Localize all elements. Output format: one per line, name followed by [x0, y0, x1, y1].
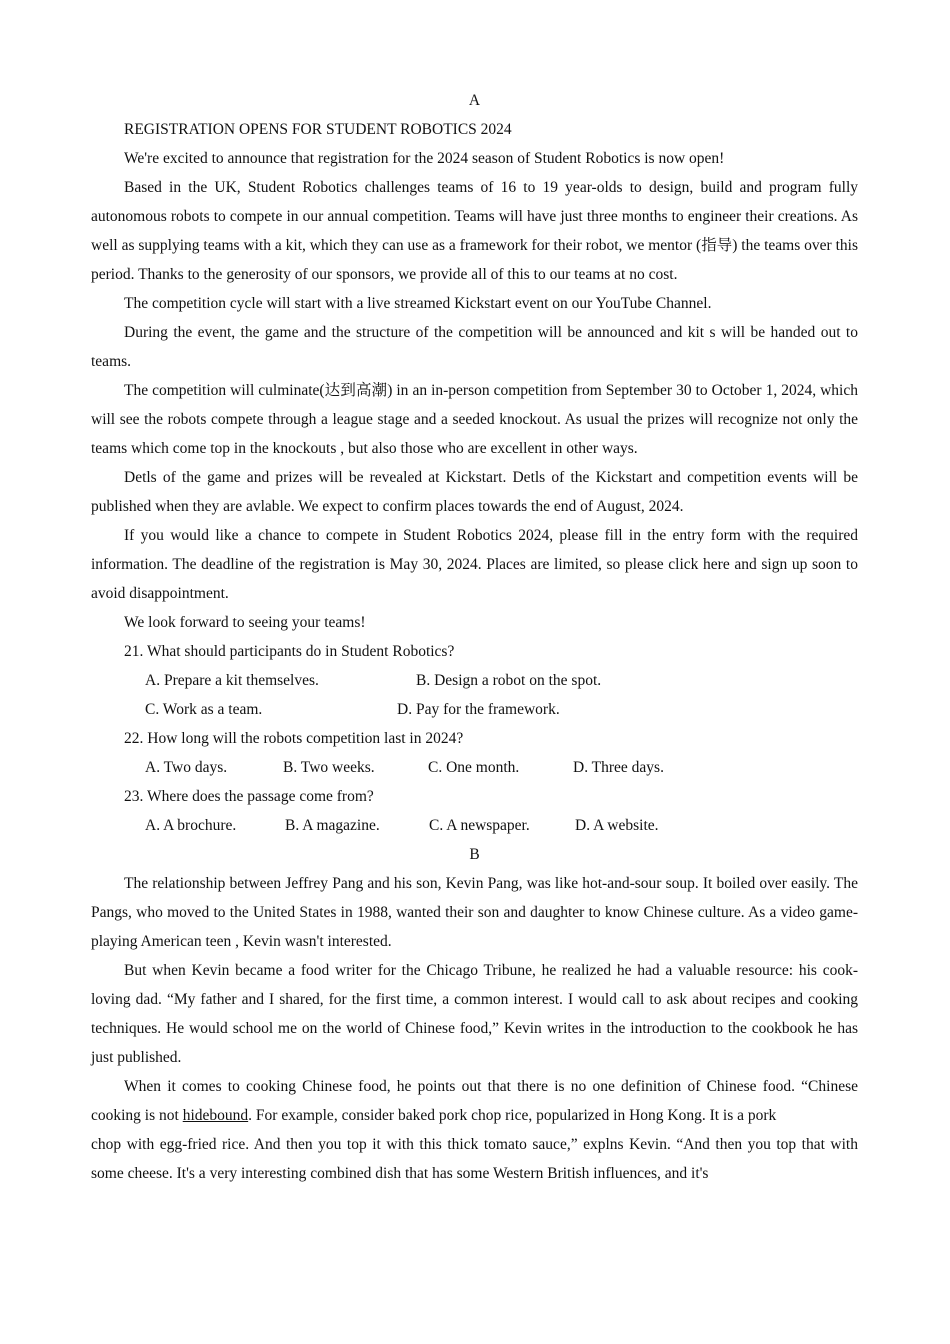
- paragraph: During the event, the game and the structure of the competition will be announced and kit s will be handed out to teams.: [91, 324, 858, 370]
- section-b-letter: B: [469, 846, 480, 863]
- paragraph: Based in the UK, Student Robotics challenges teams of 16 to 19 year-olds to design, build and program fully autonomous robots to compete in our annual competition. Teams will have just three months to engineer their creations. As well as supplying teams with a kit, which they can use as a framework for their robot, we mentor (指导) the teams over this period. Thanks to the generosity of our sponsors, we provide all of this to our teams at no cost.: [91, 179, 858, 283]
- option: D. A website.: [575, 817, 659, 834]
- section-a-title: REGISTRATION OPENS FOR STUDENT ROBOTICS 2024: [124, 121, 512, 138]
- paragraph: The competition cycle will start with a live streamed Kickstart event on our YouTube Channel.: [124, 295, 712, 312]
- option-row: [91, 753, 858, 782]
- option: D. Three days.: [573, 759, 664, 776]
- option: D. Pay for the framework.: [397, 701, 560, 718]
- paragraph: Detls of the game and prizes will be revealed at Kickstart. Detls of the Kickstart and competition events will be published when they are avlable. We expect to confirm places towards the end of August, 2024.: [91, 469, 858, 515]
- option-row: [91, 695, 858, 724]
- option: A. Two days.: [145, 759, 228, 776]
- text-run: When it comes to cooking Chinese food, he points out that there is no one definition of Chinese food. “Chinese cooking is not: [91, 1078, 858, 1124]
- option: A. A brochure.: [145, 817, 237, 834]
- option-row: [91, 811, 858, 840]
- paragraph: If you would like a chance to compete in Student Robotics 2024, please fill in the entry form with the required information. The deadline of the registration is May 30, 2024. Places are limited, so please click here and sign up soon to avoid disappointment.: [91, 527, 858, 602]
- paragraph: chop with egg-fried rice. And then you top it with this thick tomato sauce,” explns Kevin. “And then you top that with some cheese. It's a very interesting combined dish that has some Western British influences, and it's: [91, 1136, 858, 1182]
- document-page: [91, 86, 858, 1188]
- option: C. Work as a team.: [145, 701, 263, 718]
- question-stem: 21. What should participants do in Student Robotics?: [124, 643, 455, 660]
- paragraph: We're excited to announce that registration for the 2024 season of Student Robotics is now open!: [124, 150, 725, 167]
- section-a-letter: A: [468, 92, 481, 109]
- option-row: [91, 666, 858, 695]
- underlined-word: hidebound: [182, 1107, 249, 1124]
- question-stem: 23. Where does the passage come from?: [124, 788, 374, 805]
- paragraph: The competition will culminate(达到高潮) in an in-person competition from September 30 to October 1, 2024, which will see the robots compete through a league stage and a seeded knockout. As usual the prizes will recognize not only the teams which come top in the knockouts , but also those who are excellent in other ways.: [91, 382, 858, 457]
- paragraph: The relationship between Jeffrey Pang and his son, Kevin Pang, was like hot-and-sour soup. It boiled over easily. The Pangs, who moved to the United States in 1988, wanted their son and daughter to know Chinese culture. As a video game-playing American teen , Kevin wasn't interested.: [91, 875, 858, 950]
- option: B. A magazine.: [285, 817, 380, 834]
- option: C. One month.: [428, 759, 520, 776]
- paragraph: But when Kevin became a food writer for the Chicago Tribune, he realized he had a valuable resource: his cook-loving dad. “My father and I shared, for the first time, a common interest. I would call to ask about recipes and cooking techniques. He would school me on the world of Chinese food,” Kevin writes in the introduction to the cookbook he has just published.: [91, 962, 858, 1066]
- option: B. Design a robot on the spot.: [416, 672, 602, 689]
- option: C. A newspaper.: [429, 817, 530, 834]
- option: A. Prepare a kit themselves.: [145, 672, 319, 689]
- question-stem: 22. How long will the robots competition last in 2024?: [124, 730, 464, 747]
- paragraph: We look forward to seeing your teams!: [124, 614, 366, 631]
- text-run: . For example, consider baked pork chop rice, popularized in Hong Kong. It is a pork: [248, 1107, 777, 1124]
- paragraph: [91, 1072, 858, 1130]
- option: B. Two weeks.: [283, 759, 375, 776]
